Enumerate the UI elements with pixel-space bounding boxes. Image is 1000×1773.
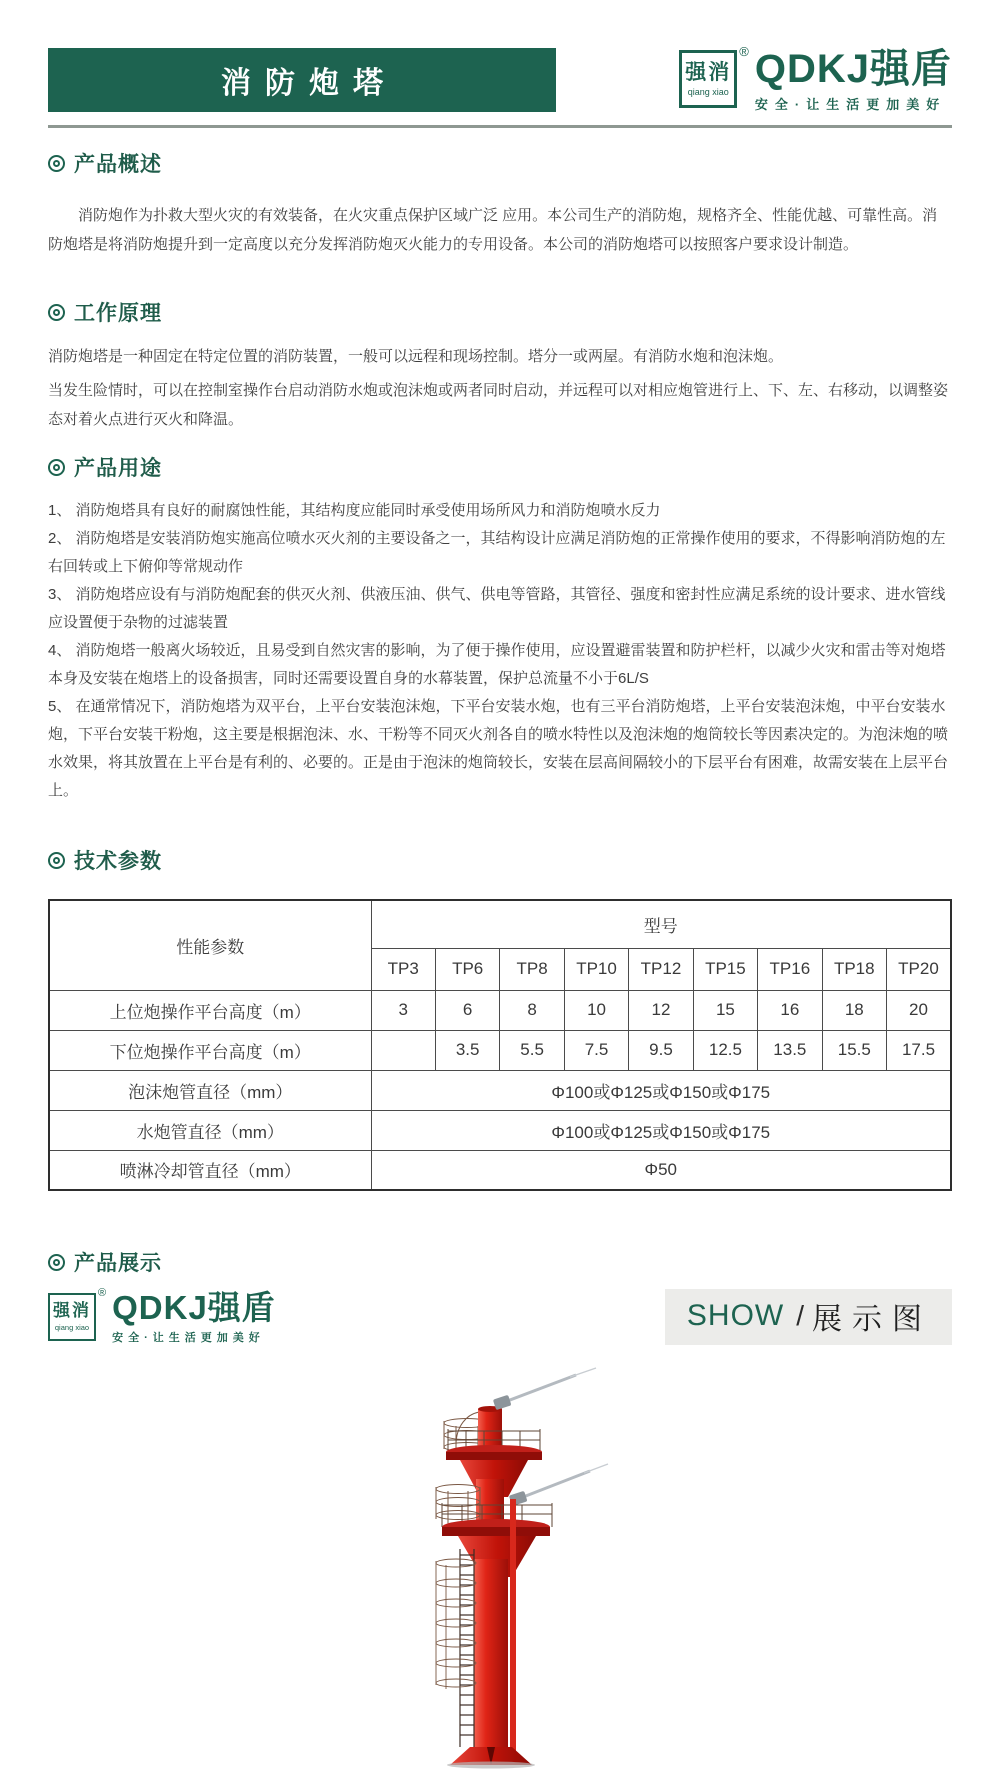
brand-tagline: 安全·让生活更加美好	[754, 97, 947, 112]
bullseye-icon	[48, 459, 65, 476]
page-title: 消防炮塔	[221, 67, 397, 100]
cell: 15.5	[822, 1030, 886, 1070]
model-header: TP12	[629, 948, 693, 990]
usage-item-5: 5、 在通常情况下，消防炮塔为双平台，上平台安装泡沫炮，下平台安装水炮，也有三平台消防炮塔，上平台安装泡沫炮，中平台安装水炮，下平台安装干粉炮，这主要是根据泡沫、水、干粉等不同灭火剂各自的喷水特性以及泡沫炮的炮筒较长等因素决定的。为泡沫炮的喷水效果，将其放置在上平台是有利的、必要的。正是由于泡沫的炮筒较长，安装在层高间隔较小的下层平台有困难，故需安装在上层平台上。	[48, 698, 949, 799]
row-label: 水炮管直径（mm）	[49, 1110, 371, 1150]
row-label: 喷淋冷却管直径（mm）	[49, 1150, 371, 1190]
model-header: TP18	[822, 948, 886, 990]
brand-wordmark-block	[112, 1291, 276, 1345]
registered-trademark-icon: ®	[739, 44, 749, 59]
cell: 17.5	[887, 1030, 952, 1070]
section-title: 技术参数	[74, 850, 162, 873]
header-divider	[48, 125, 952, 128]
specs-table	[48, 899, 952, 1191]
cell	[371, 1030, 435, 1070]
section-title: 产品展示	[74, 1252, 162, 1275]
bullseye-icon	[48, 155, 65, 172]
fire-monitor-tower-illustration	[370, 1349, 630, 1773]
cell: 6	[435, 990, 499, 1030]
model-header: TP16	[758, 948, 822, 990]
principle-paragraph-1: 消防炮塔是一种固定在特定位置的消防装置，一般可以远程和现场控制。塔分一或两屋。有消防水炮和泡沫炮。	[48, 348, 784, 365]
table-row	[49, 990, 951, 1030]
usage-item-1: 1、 消防炮塔具有良好的耐腐蚀性能，其结构度应能同时承受使用场所风力和消防炮喷水反力	[48, 502, 661, 519]
bullseye-icon	[48, 304, 65, 321]
section-heading-principle	[48, 297, 952, 327]
brand-seal-pinyin: qiang xiao	[687, 87, 729, 98]
cell: 13.5	[758, 1030, 822, 1070]
usage-list	[48, 497, 952, 805]
row-label: 泡沫炮管直径（mm）	[49, 1070, 371, 1110]
cell-span: Φ100或Φ125或Φ150或Φ175	[371, 1070, 951, 1110]
section-title: 产品概述	[74, 153, 162, 176]
usage-item-3: 3、 消防炮塔应设有与消防炮配套的供灭火剂、供液压油、供气、供电等管路，其管径、强度和密封性应满足系统的设计要求、进水管线应设置便于杂物的过滤装置	[48, 586, 946, 631]
section-heading-display	[48, 1247, 952, 1277]
table-row	[49, 1150, 951, 1190]
brand-seal-cn: 强消	[685, 60, 732, 84]
cell: 16	[758, 990, 822, 1030]
row-label: 上位炮操作平台高度（m）	[49, 990, 371, 1030]
cell: 8	[500, 990, 564, 1030]
overview-paragraph: 消防炮作为扑救大型火灾的有效装备，在火灾重点保护区域广泛 应用。本公司生产的消防炮，规格齐全、性能优越、可靠性高。消防炮塔是将消防炮提升到一定高度以充分发挥消防炮灭火能力的专用设备。本公司的消防炮塔可以按照客户要求设计制造。	[48, 207, 938, 253]
section-heading-specs	[48, 845, 952, 875]
cell: 18	[822, 990, 886, 1030]
cell: 10	[564, 990, 628, 1030]
product-image-container	[48, 1349, 952, 1773]
section-heading-usage	[48, 452, 952, 482]
page	[0, 44, 1000, 1687]
cell: 7.5	[564, 1030, 628, 1070]
model-header: TP8	[500, 948, 564, 990]
brand-seal-cn: 强消	[53, 1300, 91, 1320]
brand-seal-icon	[679, 50, 737, 108]
show-label-separator: /	[796, 1300, 804, 1331]
model-header: TP15	[693, 948, 757, 990]
page-header	[48, 44, 952, 112]
section-title: 工作原理	[74, 302, 162, 325]
show-label-en: SHOW	[686, 1299, 785, 1332]
brand-logo	[679, 44, 952, 113]
show-badge	[665, 1289, 952, 1345]
model-header: TP6	[435, 948, 499, 990]
principle-paragraph-2: 当发生险情时，可以在控制室操作台启动消防水炮或泡沫炮或两者同时启动，并远程可以对相应炮管进行上、下、左、右移动，以调整姿态对着火点进行灭火和降温。	[48, 382, 949, 428]
brand-seal-icon	[48, 1293, 96, 1341]
cell: 20	[887, 990, 952, 1030]
display-row	[48, 1287, 952, 1345]
page-title-bar	[48, 48, 556, 112]
table-row	[49, 1070, 951, 1110]
brand-wordmark-block	[755, 48, 952, 113]
cell-span: Φ50	[371, 1150, 951, 1190]
brand-wordmark: QDKJ强盾	[112, 1289, 276, 1326]
brand-logo-small	[48, 1287, 276, 1345]
brand-wordmark: QDKJ强盾	[754, 47, 952, 91]
cell: 3.5	[435, 1030, 499, 1070]
model-header: TP3	[371, 948, 435, 990]
bullseye-icon	[48, 1254, 65, 1271]
specs-group-header: 型号	[371, 900, 951, 948]
cell: 3	[371, 990, 435, 1030]
show-label-cn: 展示图	[812, 1303, 932, 1336]
table-row	[49, 1030, 951, 1070]
brand-tagline: 安全·让生活更加美好	[112, 1331, 265, 1344]
section-title: 产品用途	[74, 457, 162, 480]
bullseye-icon	[48, 852, 65, 869]
cell: 15	[693, 990, 757, 1030]
cell: 12.5	[693, 1030, 757, 1070]
specs-corner-header: 性能参数	[49, 900, 371, 990]
cell: 5.5	[500, 1030, 564, 1070]
usage-item-2: 2、 消防炮塔是安装消防炮实施高位喷水灭火剂的主要设备之一，其结构设计应满足消防炮的正常操作使用的要求，不得影响消防炮的左右回转或上下俯仰等常规动作	[48, 530, 946, 575]
section-heading-overview	[48, 148, 952, 178]
cell: 9.5	[629, 1030, 693, 1070]
brand-seal-pinyin: qiang xiao	[54, 1323, 90, 1333]
table-row	[49, 1110, 951, 1150]
cell: 12	[629, 990, 693, 1030]
registered-trademark-icon: ®	[98, 1287, 107, 1299]
model-header: TP20	[887, 948, 952, 990]
model-header: TP10	[564, 948, 628, 990]
cell-span: Φ100或Φ125或Φ150或Φ175	[371, 1110, 951, 1150]
usage-item-4: 4、 消防炮塔一般离火场较近，且易受到自然灾害的影响，为了便于操作使用，应设置避雷装置和防护栏杆，以减少火灾和雷击等对炮塔本身及安装在炮塔上的设备损害，同时还需要设置自身的水幕装置，保护总流量不小于6L/S	[48, 642, 946, 687]
row-label: 下位炮操作平台高度（m）	[49, 1030, 371, 1070]
